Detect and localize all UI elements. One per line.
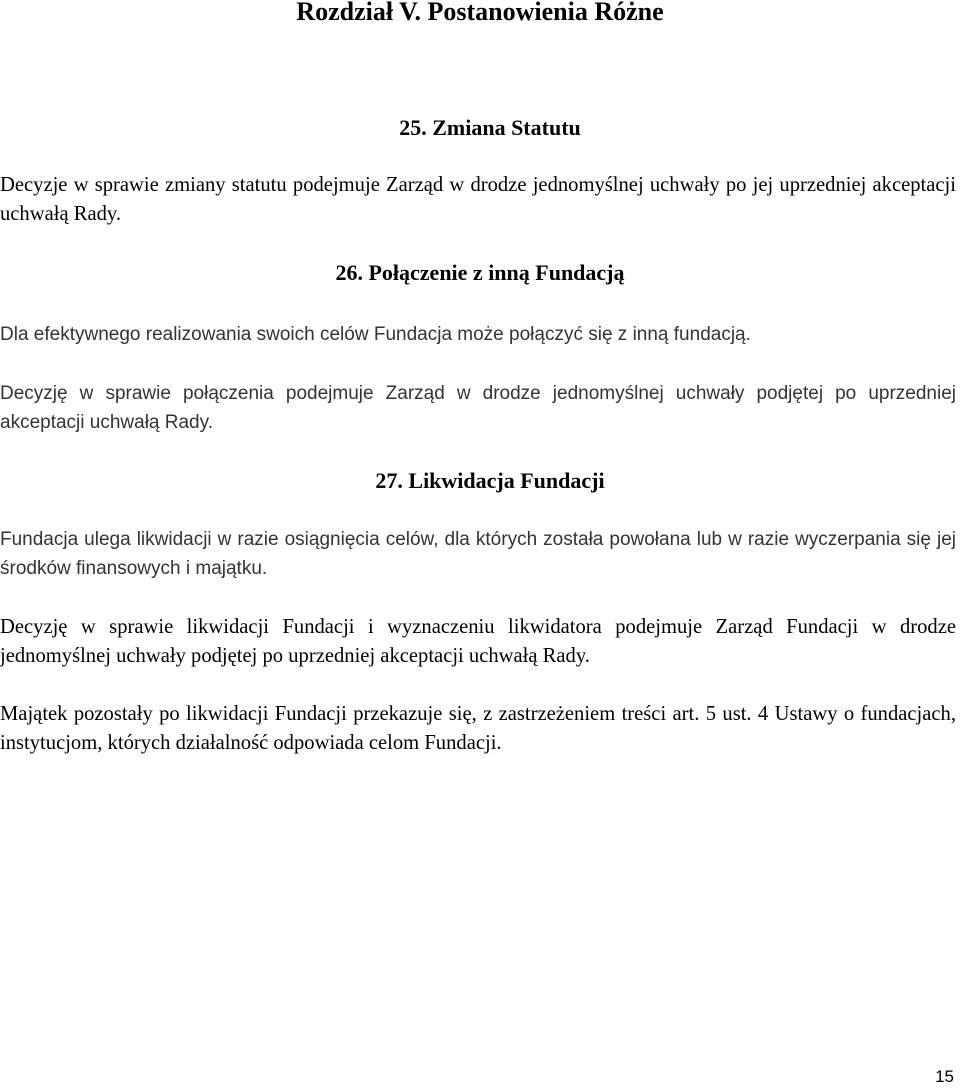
section-heading-26: 26. Połączenie z inną Fundacją xyxy=(335,260,625,285)
paragraph-26-1: Dla efektywnego realizowania swoich celów Fundacja może połączyć się z inną fundacją. xyxy=(0,324,751,345)
paragraph-26-2: Decyzję w sprawie połączenia podejmuje Zarząd w drodze jednomyślnej uchwały podjętej po uprzedniej akceptacji uchwałą Rady. xyxy=(0,383,956,433)
page-number: 15 xyxy=(935,1067,954,1086)
paragraph-27-3: Majątek pozostały po likwidacji Fundacji przekazuje się, z zastrzeżeniem treści art. 5 ust. 4 Ustawy o fundacjach, instytucjom, których działalność odpowiada celom Fundacji. xyxy=(0,703,956,754)
paragraph-27-1: Fundacja ulega likwidacji w razie osiągnięcia celów, dla których została powołana lub w razie wyczerpania się jej środków finansowych i majątku. xyxy=(0,529,956,579)
paragraph-27-2: Decyzję w sprawie likwidacji Fundacji i wyznaczeniu likwidatora podejmuje Zarząd Fundacji w drodze jednomyślnej uchwały podjętej po uprzedniej akceptacji uchwałą Rady. xyxy=(0,616,956,667)
paragraph-25-1: Decyzje w sprawie zmiany statutu podejmuje Zarząd w drodze jednomyślnej uchwały po jej uprzedniej akceptacji uchwałą Rady. xyxy=(0,174,956,225)
section-heading-25: 25. Zmiana Statutu xyxy=(399,115,581,140)
section-heading-27: 27. Likwidacja Fundacji xyxy=(375,468,605,493)
chapter-title: Rozdział V. Postanowienia Różne xyxy=(296,0,664,26)
